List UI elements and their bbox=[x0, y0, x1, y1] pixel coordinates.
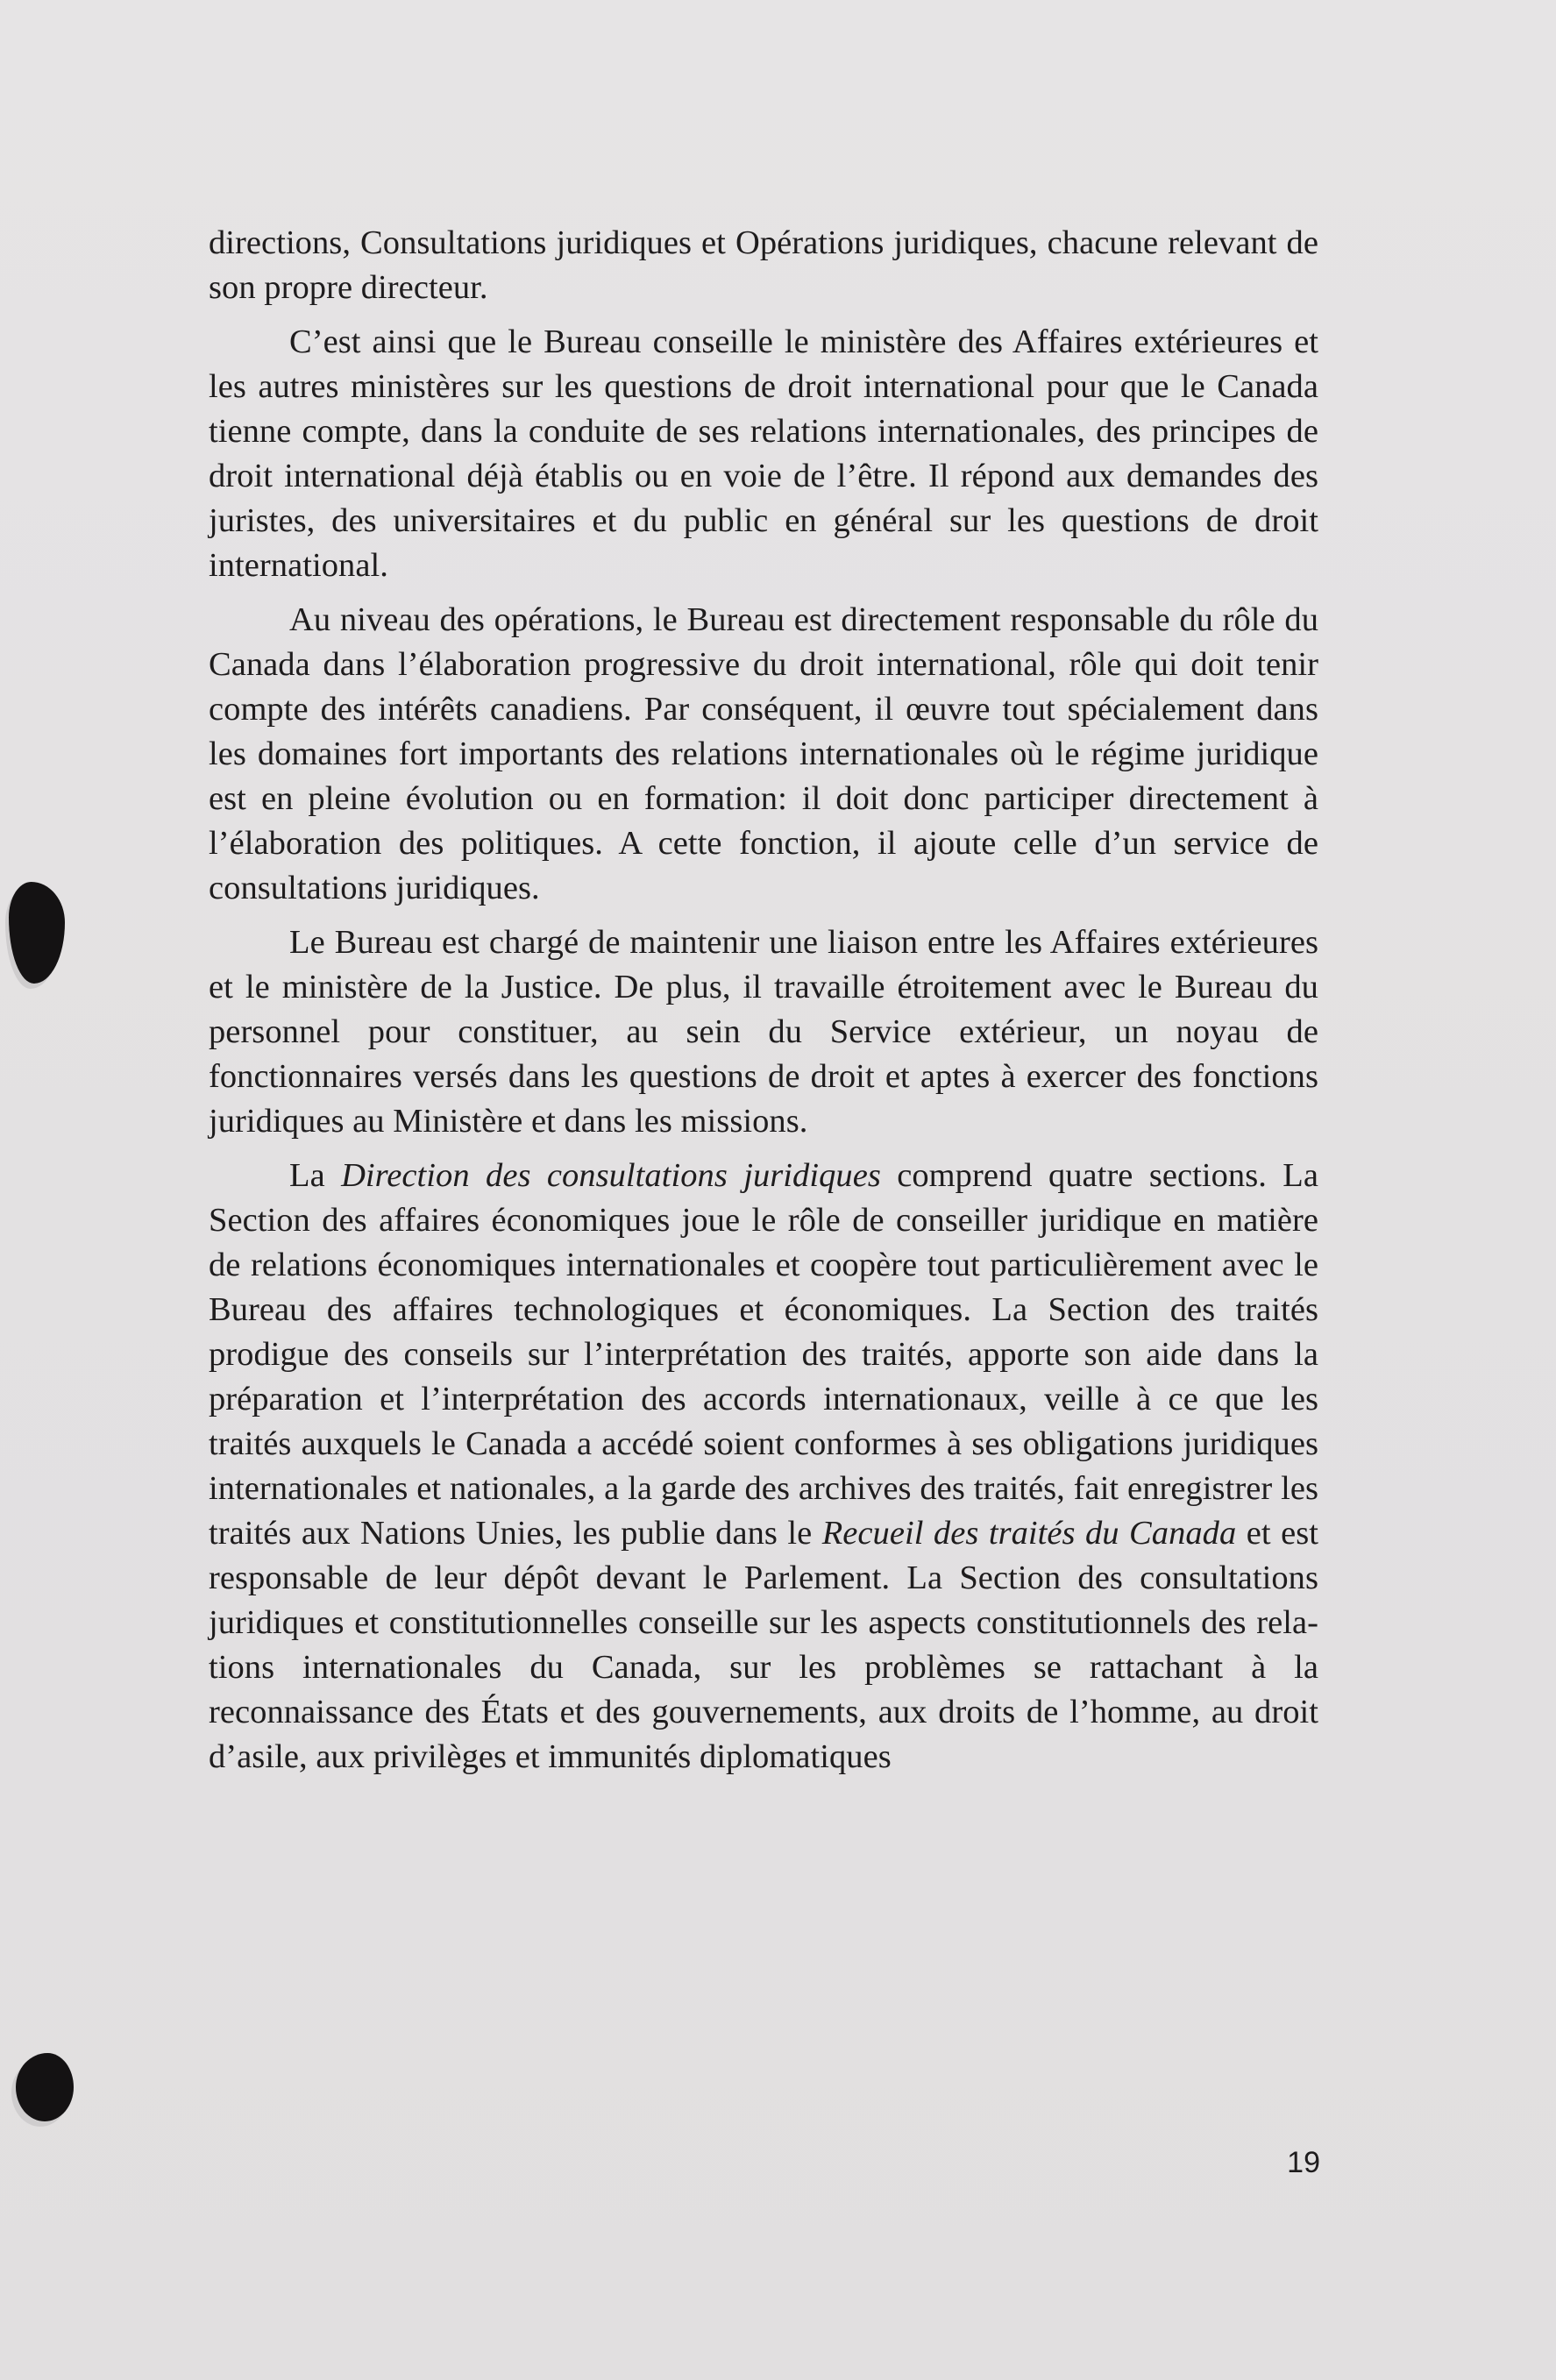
paragraph-5-text-c: et est responsable de leur dépôt devant le Parlement. La Section des consultations juridiques et constitutionnelles conseille sur les aspects constitutionnels des relations internationales du Canada, sur les problèmes se rattachant à la reconnaissance des États et des gouvernements, aux droits de l’homme, au droit d’asile, aux privilèges et immunités diplomatiques bbox=[209, 1515, 1318, 1775]
paragraph-5-text-b: comprend quatre sections. La Section des affaires économiques joue le rôle de conseiller juridique en matière de relations économiques internationales et coopère tout particulièrement avec le Bureau des affaires technologiques et économiques. La Section des traités prodigue des conseils sur l’interprétation des traités, apporte son aide dans la préparation et l’interprétation des accords internationaux, veille à ce que les traités auxquels le Canada a accédé soient conformes à ses obligations juridiques internationales et nationales, a la garde des archives des traités, fait enregistrer les traités aux Nations Unies, les publie dans le bbox=[209, 1157, 1319, 1552]
paragraph-2-text: C’est ainsi que le Bureau conseille le ministère des Affaires extérieures et les autres ministères sur les questions de droit international pour que le Canada tienne compte, dans la conduite de ses relations internationales, des principes de droit international déjà établis ou en voie de l’être. Il répond aux demandes des juristes, des universitaires et du public en général sur les questions de droit international. bbox=[209, 323, 1318, 584]
paragraph-5 bbox=[209, 1154, 1318, 1780]
punch-hole-bottom bbox=[16, 2053, 74, 2121]
italic-direction-title: Direction des consultations juridiques bbox=[341, 1157, 881, 1194]
paragraph-4 bbox=[209, 920, 1318, 1144]
body-text bbox=[209, 221, 1318, 1789]
paragraph-4-text: Le Bureau est chargé de maintenir une liaison entre les Affaires extérieures et le ministère de la Justice. De plus, il travaille étroitement avec le Bureau du personnel pour constituer, au sein du Service extérieur, un noyau de fonctionnaires versés dans les questions de droit et aptes à exercer des fonctions juridiques au Ministère et dans les missions. bbox=[209, 924, 1318, 1140]
paragraph-1 bbox=[209, 221, 1318, 310]
paragraph-3-text: Au niveau des opérations, le Bureau est directement responsable du rôle du Canada dans l’élaboration progressive du droit international, rôle qui doit tenir compte des intérêts canadiens. Par conséquent, il œuvre tout spécialement dans les domaines fort importants des relations internationales où le régime juridique est en pleine évolution ou en formation: il doit donc participer directement à l’élaboration des politiques. A cette fonction, il ajoute celle d’un service de consultations juridiques. bbox=[209, 601, 1318, 906]
paragraph-1-text: directions, Consultations juridiques et Opérations juridiques, chacune relevant de son propre directeur. bbox=[209, 224, 1318, 306]
paragraph-3 bbox=[209, 598, 1318, 911]
paragraph-5-text-a: La bbox=[289, 1157, 342, 1194]
italic-recueil-title: Recueil des traités du Canada bbox=[821, 1515, 1237, 1552]
punch-hole-top bbox=[9, 882, 65, 984]
paragraph-2 bbox=[209, 320, 1318, 588]
page-number: 19 bbox=[1287, 2146, 1320, 2179]
